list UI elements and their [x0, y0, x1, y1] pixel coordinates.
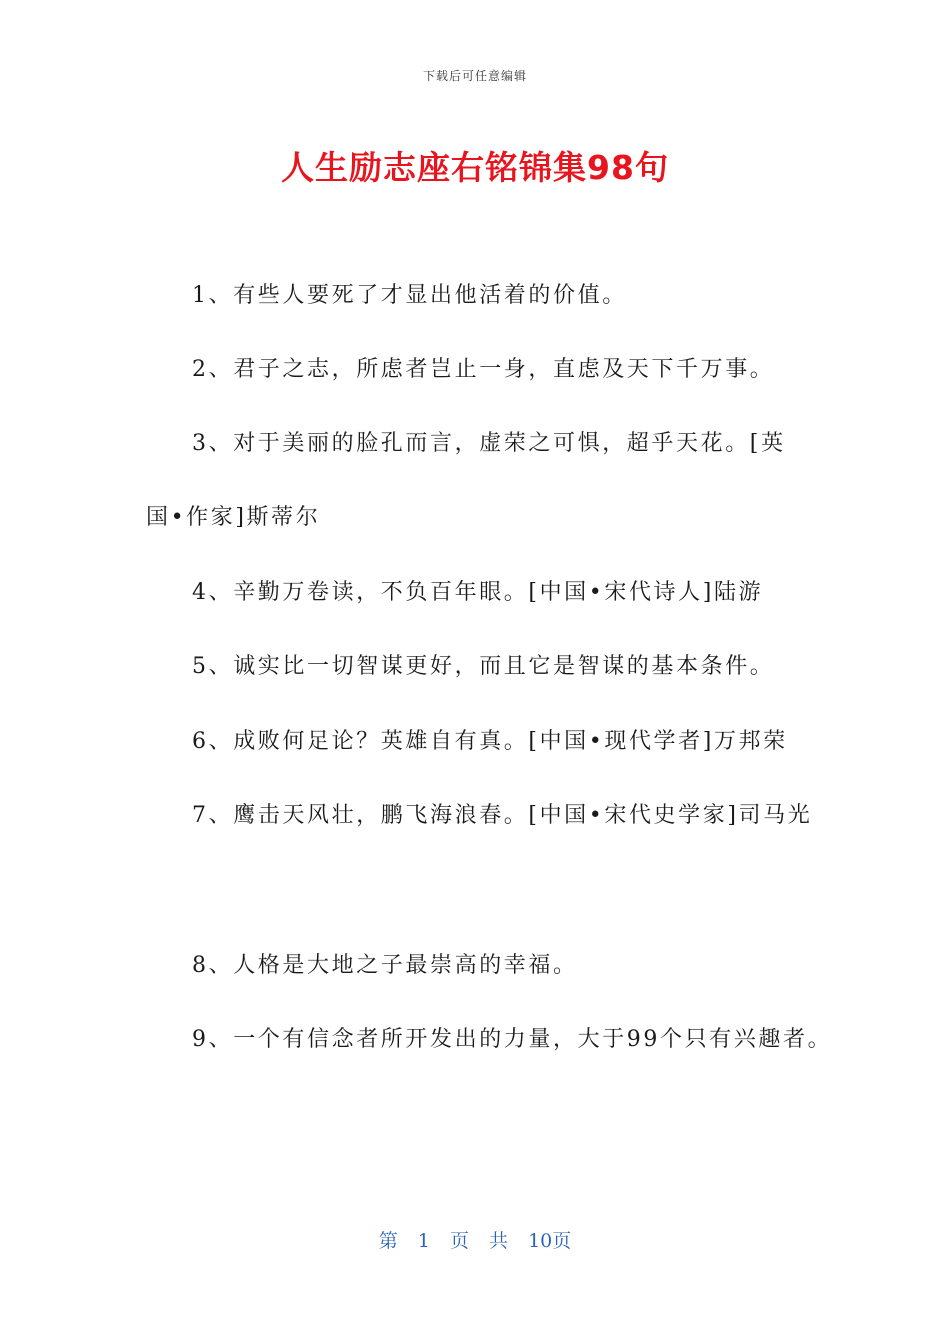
- quote-paragraph-2: 2、君子之志，所虑者岂止一身，直虑及天下千万事。: [192, 357, 775, 382]
- footer-prefix: 第: [378, 1230, 398, 1252]
- page-footer: [0, 1226, 950, 1253]
- quote-paragraph-3-continued: 国•作家]斯蒂尔: [146, 505, 321, 530]
- quote-paragraph-6: 6、成败何足论？英雄自有真。[中国•现代学者]万邦荣: [192, 729, 788, 754]
- quote-paragraph-9: 9、一个有信念者所开发出的力量，大于99个只有兴趣者。: [192, 1027, 833, 1052]
- quote-paragraph-4: 4、辛勤万卷读，不负百年眼。[中国•宋代诗人]陆游: [192, 580, 764, 605]
- document-title: 人生励志座右铭锦集98句: [281, 148, 669, 187]
- quote-paragraph-8: 8、人格是大地之子最崇高的幸福。: [192, 953, 578, 978]
- footer-current-page: 1: [417, 1230, 430, 1252]
- quote-paragraph-1: 1、有些人要死了才显出他活着的价值。: [192, 283, 627, 308]
- quote-paragraph-7: 7、鹰击天风壮，鹏飞海浪春。[中国•宋代史学家]司马光: [192, 803, 813, 828]
- footer-total-label: 共: [489, 1230, 509, 1252]
- quote-paragraph-5: 5、诚实比一切智谋更好，而且它是智谋的基本条件。: [192, 654, 775, 679]
- quote-paragraph-3: 3、对于美丽的脸孔而言，虚荣之可惧，超乎天花。[英: [192, 431, 786, 456]
- header-note: 下载后可任意编辑: [422, 69, 527, 83]
- footer-total-pages: 10页: [528, 1230, 572, 1252]
- footer-page-word: 页: [449, 1230, 469, 1252]
